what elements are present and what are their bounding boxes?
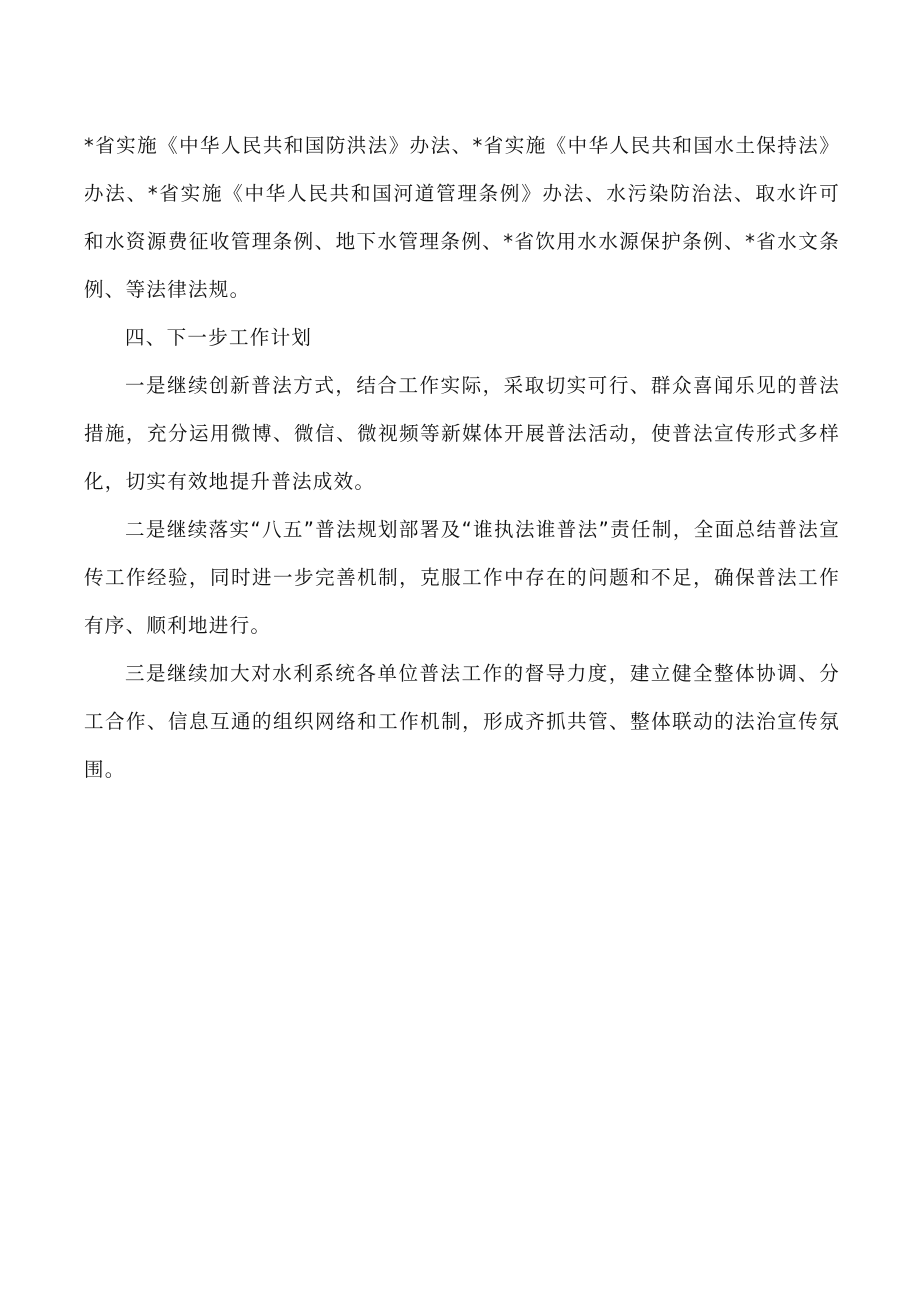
paragraph-plan-two: 二是继续落实“八五”普法规划部署及“谁执法谁普法”责任制，全面总结普法宣传工作经验，同时进一步完善机制，克服工作中存在的问题和不足，确保普法工作有序、顺利地进行。 [84, 518, 840, 637]
paragraph-plan-three: 三是继续加大对水利系统各单位普法工作的督导力度，建立健全整体协调、分工合作、信息互通的组织网络和工作机制，形成齐抓共管、整体联动的法治宣传氛围。 [84, 662, 840, 781]
section-heading-next-steps: 四、下一步工作计划 [125, 326, 313, 349]
document-body [84, 122, 840, 794]
paragraph-law-list: *省实施《中华人民共和国防洪法》办法、*省实施《中华人民共和国水土保持法》办法、*省实施《中华人民共和国河道管理条例》办法、水污染防治法、取水许可和水资源费征收管理条例、地下水管理条例、*省饮用水水源保护条例、*省水文条例、等法律法规。 [84, 134, 840, 301]
paragraph-plan-one: 一是继续创新普法方式，结合工作实际，采取切实可行、群众喜闻乐见的普法措施，充分运用微博、微信、微视频等新媒体开展普法活动，使普法宣传形式多样化，切实有效地提升普法成效。 [84, 374, 840, 493]
